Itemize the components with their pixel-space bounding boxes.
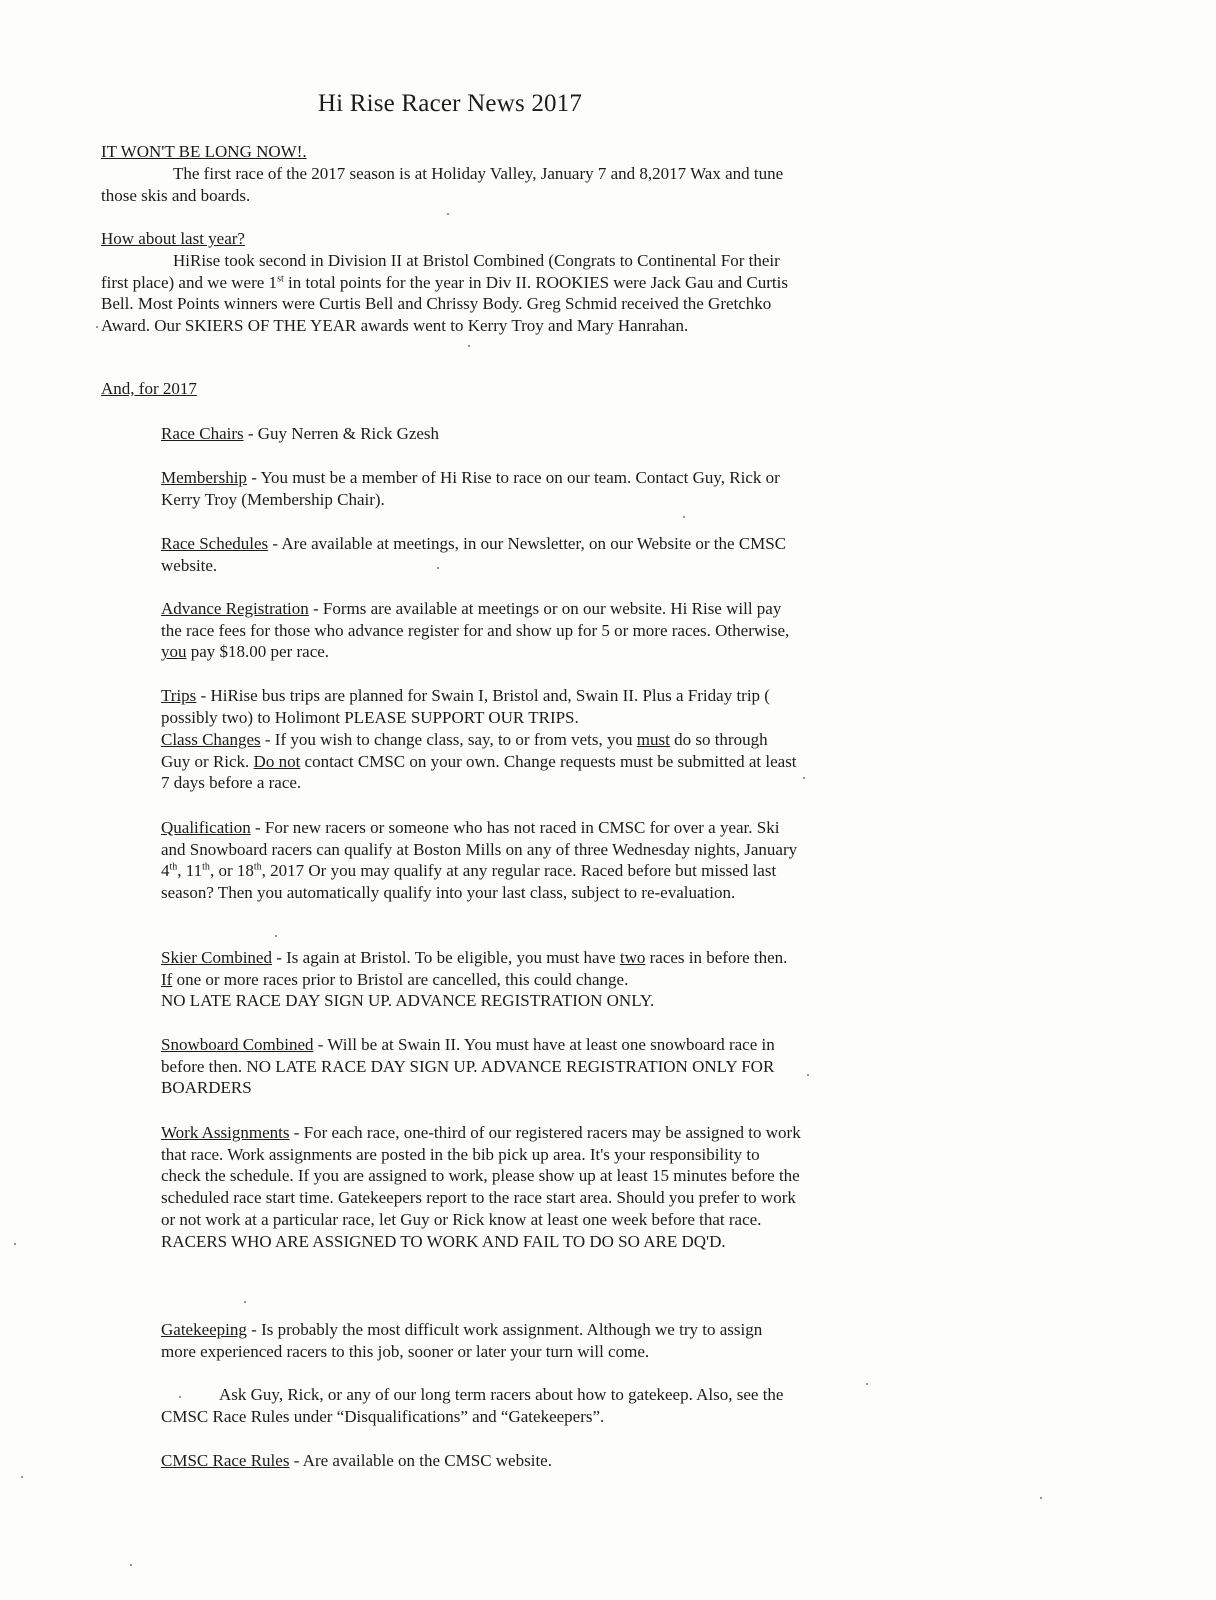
scan-speck [275,935,277,937]
item-work-assignments: Work Assignments - For each race, one-third of our registered racers may be assigned to work that race. Work assignments are posted in the bib pick up area. It's your responsibility to check the schedule. If you are assigned to work, please show up at least 15 minutes before the scheduled race start time. Gatekeepers report to the race start area. Should you prefer to work or not work at a particular race, let Guy or Rick know at least one week before that race. RACERS WHO ARE ASSIGNED TO WORK AND FAIL TO DO SO ARE DQ'D. [161,1123,801,1251]
section-heading-last-year: How about last year? [101,229,245,248]
section-body-last-year: HiRise took second in Division II at Bristol Combined (Congrats to Continental For their first place) and we were 1st in total points for the year in Div II. ROOKIES were Jack Gau and Curtis Bell. Most Points winners were Curtis Bell and Chrissy Body. Greg Schmid received the Gretchko Award. Our SKIERS OF THE YEAR awards went to Kerry Troy and Mary Hanrahan. [101,251,788,335]
item-advance-registration: Advance Registration - Forms are available at meetings or on our website. Hi Rise will pay the race fees for those who advance register for and show up for 5 or more races. Otherwise, you pay $18.00 per race. [161,599,790,662]
item-class-changes: Class Changes - If you wish to change class, say, to or from vets, you must do so through Guy or Rick. Do not contact CMSC on your own. Change requests must be submitted at least 7 days before a race. [161,730,797,793]
scan-speck [683,516,685,518]
scan-speck [96,326,98,328]
item-gatekeeping: Gatekeeping - Is probably the most difficult work assignment. Although we try to assign more experienced racers to this job, sooner or later your turn will come. [161,1320,763,1361]
section-heading-for-2017: And, for 2017 [101,379,197,398]
page-title: Hi Rise Racer News 2017 [317,90,583,117]
section-body-wont-be-long: The first race of the 2017 season is at Holiday Valley, January 7 and 8,2017 Wax and tune those skis and boards. [101,164,784,205]
item-trips: Trips - HiRise bus trips are planned for Swain I, Bristol and, Swain II. Plus a Friday trip ( possibly two) to Holimont PLEASE SUPPORT OUR TRIPS. [161,686,770,727]
scan-speck [803,777,805,779]
scan-speck [866,1383,868,1385]
item-skier-combined: Skier Combined - Is again at Bristol. To be eligible, you must have two races in before then. If one or more races prior to Bristol are cancelled, this could change. NO LATE RACE DAY SIGN UP. ADVANCE REGISTRATION ONLY. [161,948,788,1011]
scan-speck [468,345,470,347]
scan-speck [447,213,449,215]
item-membership: Membership - You must be a member of Hi Rise to race on our team. Contact Guy, Rick or Kerry Troy (Membership Chair). [161,468,780,509]
scan-speck [14,1243,16,1245]
work-assignments-notice: RACERS WHO ARE ASSIGNED TO WORK AND FAIL TO DO SO ARE DQ'D. [161,1231,726,1251]
item-snowboard-combined: Snowboard Combined - Will be at Swain II. You must have at least one snowboard race in before then. NO LATE RACE DAY SIGN UP. ADVANCE REGISTRATION ONLY FOR BOARDERS [161,1035,775,1098]
scan-speck [21,1476,23,1478]
scan-speck [244,1301,246,1303]
gatekeeping-note: Ask Guy, Rick, or any of our long term racers about how to gatekeep. Also, see the CMSC Race Rules under “Disqualifications” and “Gatekeepers”. [161,1385,784,1426]
scan-speck [179,1396,181,1398]
section-heading-wont-be-long: IT WON'T BE LONG NOW!. [101,142,307,161]
scan-speck [130,1564,132,1566]
item-race-chairs: Race Chairs - Guy Nerren & Rick Gzesh [161,424,440,443]
scan-speck [1040,1497,1042,1499]
skier-combined-notice: NO LATE RACE DAY SIGN UP. ADVANCE REGISTRATION ONLY. [161,991,655,1011]
item-race-schedules: Race Schedules - Are available at meetings, in our Newsletter, on our Website or the CMSC website. [161,534,787,575]
scan-speck [807,1074,809,1076]
scan-speck [437,567,439,569]
item-qualification: Qualification - For new racers or someone who has not raced in CMSC for over a year. Ski and Snowboard racers can qualify at Boston Mills on any of three Wednesday nights, January 4th, 11th, or 18th, 2017 Or you may qualify at any regular race. Raced before but missed last season? Then you automatically qualify into your last class, subject to re-evaluation. [161,818,798,903]
item-cmsc-race-rules: CMSC Race Rules - Are available on the CMSC website. [161,1451,552,1470]
